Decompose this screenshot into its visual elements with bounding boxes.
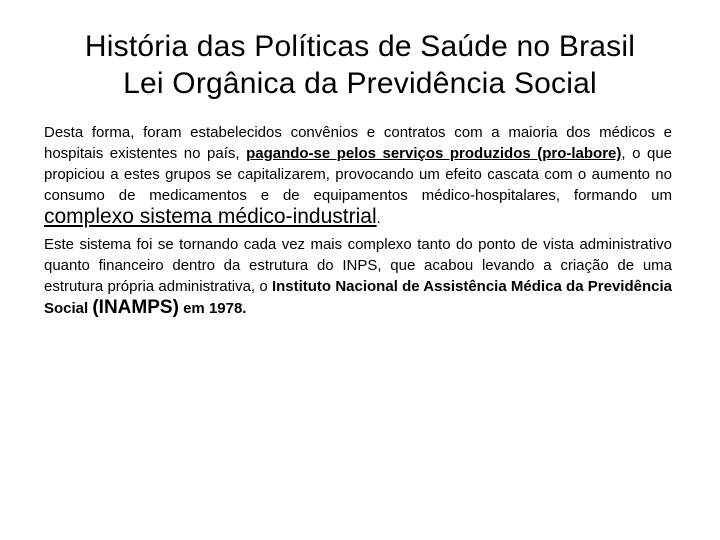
paragraph-1-text-c: . [376, 210, 381, 227]
paragraph-2-emphasis-year: em 1978. [183, 300, 247, 317]
paragraph-1 [44, 122, 672, 229]
paragraph-1-text-a: Desta forma, foram estabelecidos convênios e contratos com a maioria dos médicos e hospitais existentes no país, [44, 124, 672, 162]
paragraph-2-emphasis-instituto: Instituto Nacional de Assistência Médica da Previdência Social [44, 278, 672, 317]
slide-body [44, 122, 672, 319]
paragraph-2-emphasis-inamps: (INAMPS) [92, 297, 179, 318]
paragraph-1-text-b: , o que propiciou a estes grupos se capitalizarem, provocando um efeito cascata com o aumento no consumo de medicamentos e de equipamentos médico-hospitalares, formando um [44, 145, 672, 204]
title-line-2: Lei Orgânica da Previdência Social [123, 67, 597, 100]
paragraph-1-emphasis-complexo: complexo sistema médico-industrial [44, 205, 377, 228]
slide-title [20, 28, 700, 102]
paragraph-2 [44, 234, 672, 319]
title-line-1: História das Políticas de Saúde no Brasil [84, 30, 636, 63]
paragraph-2-text-a: Este sistema foi se tornando cada vez mais complexo tanto do ponto de vista administrativo quanto financeiro dentro da estrutura do INPS, que acabou levando a criação de uma estrutura própria administrativa, o [44, 236, 672, 295]
paragraph-1-emphasis-pagando: pagando-se pelos serviços produzidos (pro-labore) [246, 145, 622, 162]
